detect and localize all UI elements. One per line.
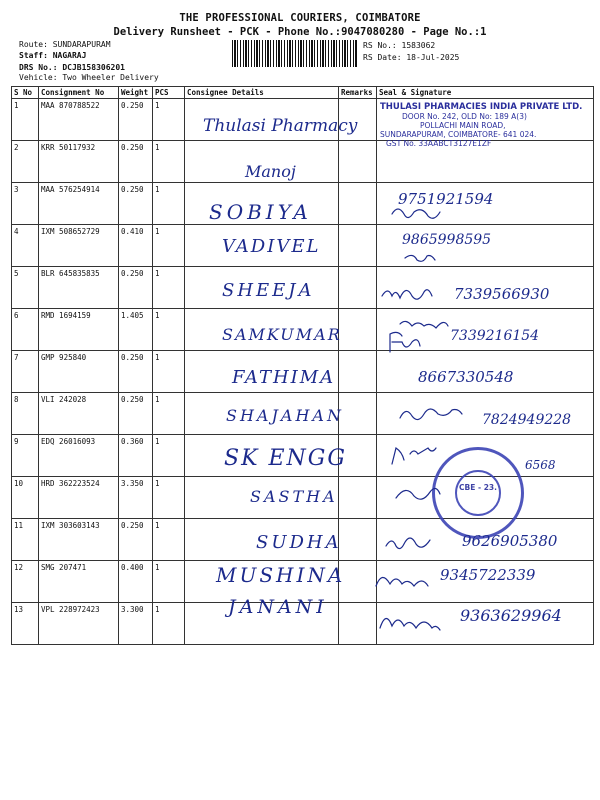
col-signature: Seal & Signature	[377, 87, 594, 99]
handwritten-name: MUSHINA	[216, 563, 346, 587]
col-weight: Weight	[119, 87, 153, 99]
consignment-number: MAA 870788522	[39, 99, 119, 141]
drs-number: DRS No.: DCJB158306201	[19, 63, 125, 72]
row-serial: 10	[12, 477, 39, 519]
handwritten-name: SK ENGG	[224, 446, 347, 471]
signature-mark	[380, 618, 440, 630]
stamp-line: DOOR No. 242, OLD No: 189 A(3)	[402, 112, 527, 121]
route-text: Route: SUNDARAPURAM	[19, 40, 111, 49]
row-serial: 11	[12, 519, 39, 561]
signature-mark	[382, 290, 432, 299]
stamp-line: SUNDARAPURAM, COIMBATORE- 641 024.	[380, 130, 537, 139]
col-consignee: Consignee Details	[185, 87, 339, 99]
handwritten-phone: 9363629964	[460, 606, 562, 625]
handwritten-phone: 6568	[525, 458, 556, 472]
rs-date: RS Date: 18-Jul-2025	[363, 53, 460, 62]
weight-value: 0.250	[119, 393, 153, 435]
handwritten-name: FATHIMA	[232, 367, 336, 388]
weight-value: 0.410	[119, 225, 153, 267]
consignment-number: GMP 925840	[39, 351, 119, 393]
row-serial: 4	[12, 225, 39, 267]
row-serial: 3	[12, 183, 39, 225]
weight-value: 3.350	[119, 477, 153, 519]
pcs-value: 1	[153, 225, 185, 267]
company-title: THE PROFESSIONAL COURIERS, COIMBATORE	[179, 12, 421, 24]
col-consignment: Consignment No	[39, 87, 119, 99]
pcs-value: 1	[153, 267, 185, 309]
signature-mark	[392, 209, 440, 218]
handwritten-phone: 9345722339	[440, 566, 536, 584]
pcs-value: 1	[153, 477, 185, 519]
stamp-line: THULASI PHARMACIES INDIA PRIVATE LTD.	[380, 102, 583, 112]
pcs-value: 1	[153, 435, 185, 477]
pcs-value: 1	[153, 603, 185, 645]
handwritten-name: SAMKUMAR	[222, 325, 342, 344]
stamp-line: POLLACHI MAIN ROAD,	[420, 121, 506, 130]
seal-text: CBE - 23.	[459, 483, 497, 492]
pcs-value: 1	[153, 99, 185, 141]
weight-value: 0.360	[119, 435, 153, 477]
consignment-number: IXM 508652729	[39, 225, 119, 267]
handwritten-phone: 7339216154	[450, 328, 540, 344]
signature-mark	[400, 321, 448, 328]
col-pcs: PCS	[153, 87, 185, 99]
handwritten-name: JANANI	[228, 596, 328, 618]
weight-value: 3.300	[119, 603, 153, 645]
consignment-number: BLR 645835835	[39, 267, 119, 309]
consignment-number: HRD 362223524	[39, 477, 119, 519]
consignment-number: SMG 207471	[39, 561, 119, 603]
row-serial: 5	[12, 267, 39, 309]
weight-value: 0.400	[119, 561, 153, 603]
pcs-value: 1	[153, 519, 185, 561]
vehicle-text: Vehicle: Two Wheeler Delivery	[19, 73, 159, 82]
pcs-value: 1	[153, 561, 185, 603]
handwritten-name: Manoj	[245, 162, 296, 181]
signature-mark	[396, 488, 440, 499]
row-serial: 7	[12, 351, 39, 393]
col-remarks: Remarks	[339, 87, 377, 99]
pcs-value: 1	[153, 309, 185, 351]
handwritten-name: SOBIYA	[209, 200, 312, 224]
handwritten-name: Thulasi Pharmacy	[203, 116, 358, 136]
row-serial: 6	[12, 309, 39, 351]
row-serial: 8	[12, 393, 39, 435]
stamp-line: GST No. 33AABCT3127E1ZF	[386, 139, 492, 148]
runsheet-subtitle: Delivery Runsheet - PCK - Phone No.:9047080280 - Page No.:1	[113, 26, 487, 38]
weight-value: 0.250	[119, 183, 153, 225]
row-serial: 13	[12, 603, 39, 645]
consignment-number: IXM 303603143	[39, 519, 119, 561]
pcs-value: 1	[153, 141, 185, 183]
handwritten-phone: 9751921594	[398, 190, 494, 208]
handwritten-phone: 8667330548	[418, 368, 514, 386]
rs-number: RS No.: 1583062	[363, 41, 436, 50]
weight-value: 1.405	[119, 309, 153, 351]
signature-mark	[392, 448, 436, 464]
consignment-number: KRR 50117932	[39, 141, 119, 183]
row-serial: 12	[12, 561, 39, 603]
weight-value: 0.250	[119, 351, 153, 393]
handwritten-name: SHEEJA	[222, 280, 315, 301]
row-serial: 1	[12, 99, 39, 141]
col-sno: S No	[12, 87, 39, 99]
handwritten-phone: 7339566930	[454, 285, 550, 303]
signature-mark	[390, 332, 420, 352]
consignment-number: EDQ 26016093	[39, 435, 119, 477]
staff-text: Staff: NAGARAJ	[19, 51, 87, 60]
row-serial: 9	[12, 435, 39, 477]
weight-value: 0.250	[119, 99, 153, 141]
handwritten-phone: 9865998595	[402, 232, 492, 248]
signature-mark	[405, 255, 435, 261]
weight-value: 0.250	[119, 141, 153, 183]
consignment-number: VPL 228972423	[39, 603, 119, 645]
handwritten-phone: 7824949228	[482, 412, 572, 428]
signature-mark	[400, 409, 462, 420]
handwritten-name: SASTHA	[250, 487, 338, 506]
consignment-number: RMD 1694159	[39, 309, 119, 351]
handwritten-name: SHAJAHAN	[226, 406, 344, 425]
handwritten-name: VADIVEL	[222, 236, 321, 257]
consignment-number: MAA 576254914	[39, 183, 119, 225]
handwritten-name: SUDHA	[256, 532, 342, 553]
signature-mark	[376, 577, 428, 586]
weight-value: 0.250	[119, 267, 153, 309]
pcs-value: 1	[153, 183, 185, 225]
handwritten-phone: 9626905380	[462, 532, 558, 550]
pcs-value: 1	[153, 393, 185, 435]
weight-value: 0.250	[119, 519, 153, 561]
pcs-value: 1	[153, 351, 185, 393]
consignment-number: VLI 242028	[39, 393, 119, 435]
row-serial: 2	[12, 141, 39, 183]
signature-mark	[386, 538, 430, 549]
